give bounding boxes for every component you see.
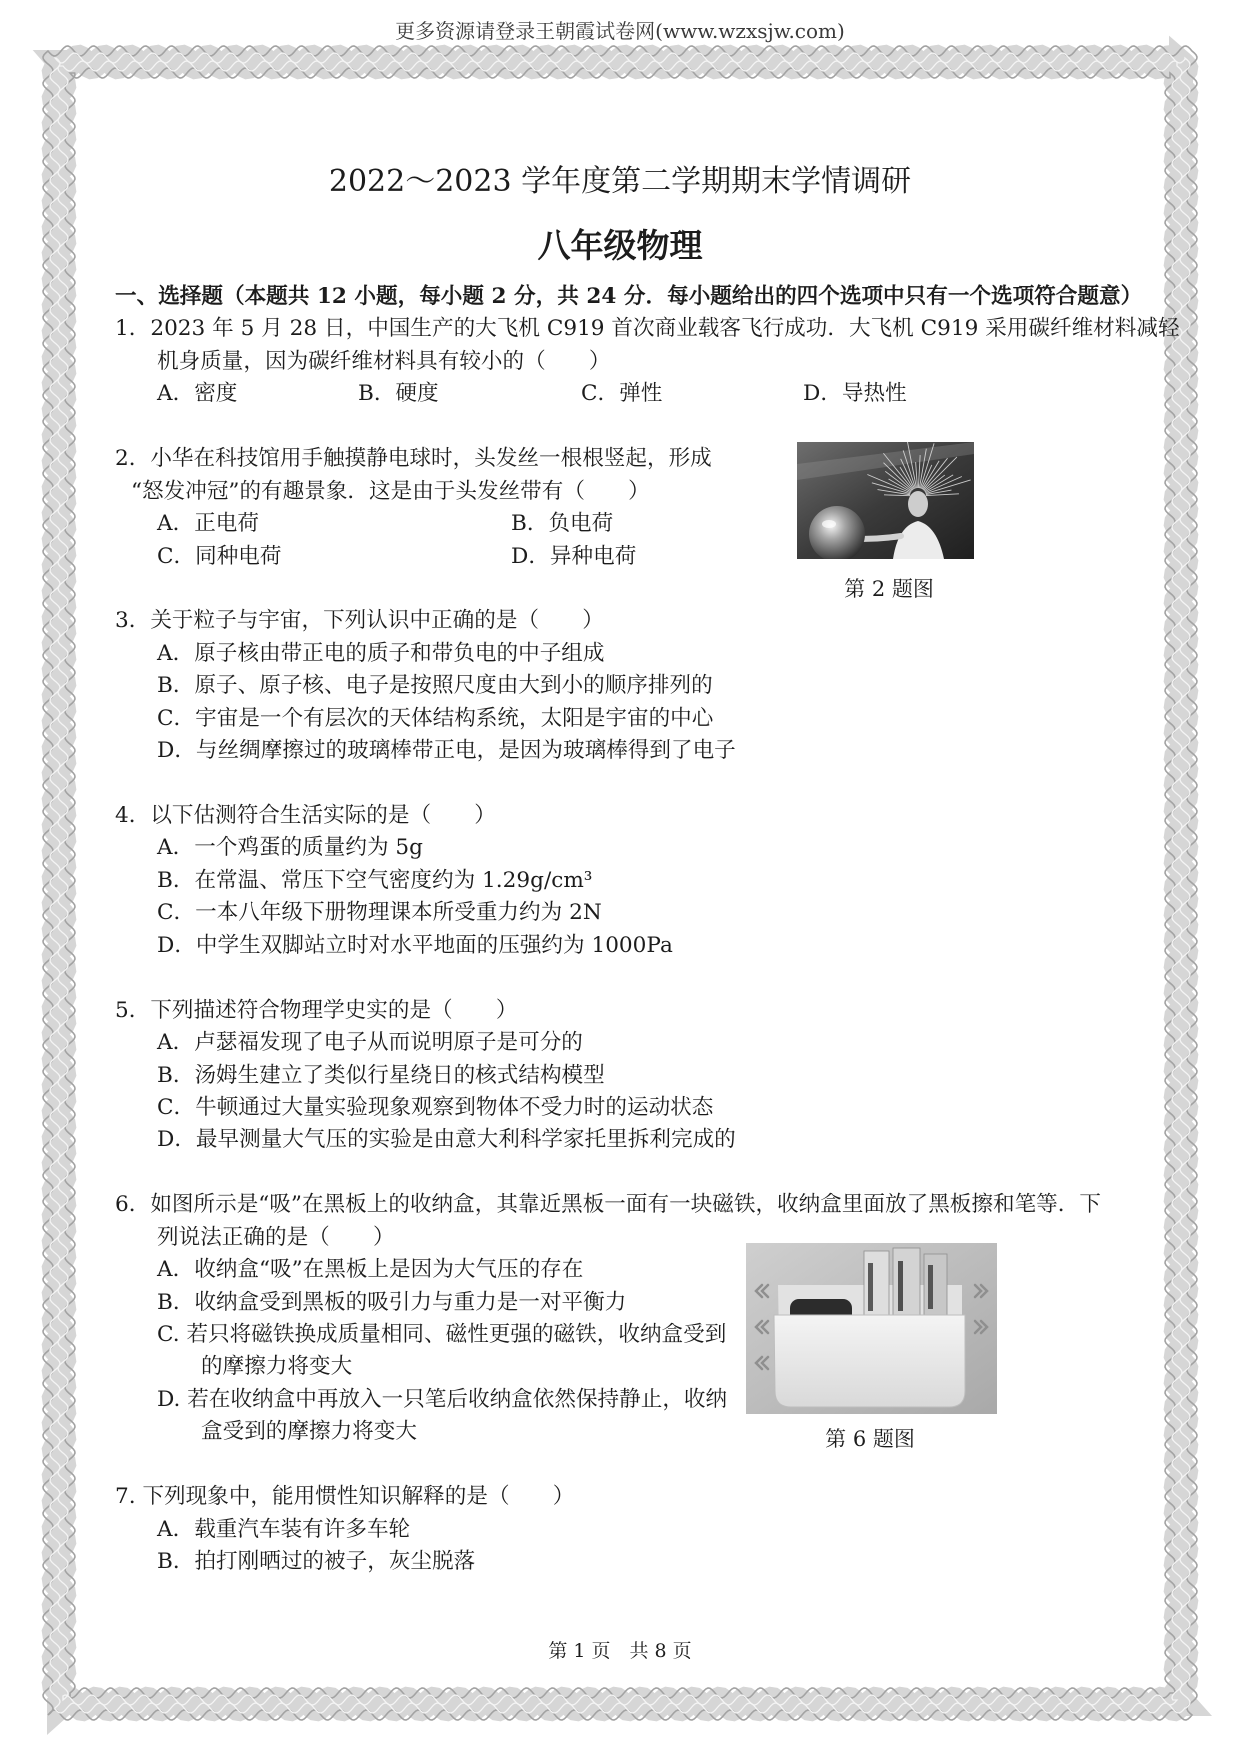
q1-stem-line-1: 1．2023 年 5 月 28 日，中国生产的大飞机 C919 首次商业载客飞行成功．大飞机 C919 采用碳纤维材料减轻 [115, 316, 1180, 342]
question-5 [115, 995, 1145, 1157]
q6-stem-line-1: 6．如图所示是“吸”在黑板上的收纳盒，其靠近黑板一面有一块磁铁，收纳盒里面放了黑板擦和笔等．下 [115, 1192, 1101, 1218]
q4-option-d: D．中学生双脚站立时对水平地面的压强约为 1000Pa [157, 932, 673, 958]
q6-option-d-continued: 盒受到的摩擦力将变大 [201, 1419, 417, 1445]
marker-pens [864, 1248, 947, 1323]
q1-option-d: D．导热性 [803, 381, 907, 407]
q1-stem-line-2: 机身质量，因为碳纤维材料具有较小的（ ） [157, 348, 611, 374]
q6-option-a: A．收纳盒“吸”在黑板上是因为大气压的存在 [157, 1257, 584, 1283]
sphere-highlight [822, 520, 836, 528]
static-electricity-photo [797, 442, 974, 559]
storage-box-photo [746, 1243, 997, 1414]
q5-option-b: B．汤姆生建立了类似行星绕日的核式结构模型 [157, 1062, 605, 1088]
q2-option-d: D．异种电荷 [511, 543, 637, 569]
question-4 [115, 800, 1145, 962]
q1-options-row [115, 378, 1145, 410]
q3-option-b: B．原子、原子核、电子是按照尺度由大到小的顺序排列的 [157, 673, 713, 699]
q6-stem-line-2: 列说法正确的是（ ） [157, 1224, 395, 1250]
q2-option-a: A．正电荷 [157, 511, 259, 537]
q2-stem-line-2: “怒发冲冠”的有趣景象．这是由于头发丝带有（ ） [131, 478, 650, 504]
q2-stem-line-1: 2．小华在科技馆用手触摸静电球时，头发丝一根根竖起，形成 [115, 446, 712, 472]
face [908, 491, 928, 517]
q3-option-c: C．宇宙是一个有层次的天体结构系统，太阳是宇宙的中心 [157, 705, 714, 731]
q3-option-a: A．原子核由带正电的质子和带负电的中子组成 [157, 640, 605, 666]
q5-option-a: A．卢瑟福发现了电子从而说明原子是可分的 [157, 1030, 583, 1056]
figure-2-caption: 第 2 题图 [844, 577, 934, 601]
storage-box-front [774, 1315, 965, 1407]
q2-options-row-1 [115, 508, 1145, 540]
q4-stem: 4．以下估测符合生活实际的是（ ） [115, 803, 496, 828]
q2-option-b: B．负电荷 [511, 511, 614, 537]
q3-stem: 3．关于粒子与宇宙，下列认识中正确的是（ ） [115, 608, 604, 634]
q7-option-b: B．拍打刚晒过的被子，灰尘脱落 [157, 1549, 476, 1575]
q6-option-c-continued: 的摩擦力将变大 [201, 1354, 353, 1380]
section-heading: 一、选择题（本题共 12 小题，每小题 2 分，共 24 分．每小题给出的四个选项中只有一个选项符合题意） [115, 284, 1143, 309]
q1-option-b: B．硬度 [358, 381, 439, 407]
q4-option-b: B．在常温、常压下空气密度约为 1.29g/cm³ [157, 867, 593, 893]
q1-option-c: C．弹性 [581, 381, 663, 407]
q4-option-c: C．一本八年级下册物理课本所受重力约为 2N [157, 900, 602, 926]
question-1 [115, 313, 1180, 410]
arm [861, 536, 901, 539]
q5-stem: 5．下列描述符合物理学史实的是（ ） [115, 997, 518, 1023]
page-footer: 第 1 页 共 8 页 [548, 1640, 692, 1662]
figure-6-caption: 第 6 题图 [825, 1427, 915, 1451]
q2-option-c: C．同种电荷 [157, 543, 282, 569]
q4-option-a: A．一个鸡蛋的质量约为 5g [157, 835, 423, 861]
question-3 [115, 605, 1145, 767]
q7-stem: 7. 下列现象中，能用惯性知识解释的是（ ） [115, 1484, 575, 1510]
q1-option-a: A．密度 [157, 381, 238, 407]
q5-option-d: D．最早测量大气压的实验是由意大利科学家托里拆利完成的 [157, 1127, 736, 1153]
q5-option-c: C．牛顿通过大量实验现象观察到物体不受力时的运动状态 [157, 1094, 714, 1120]
resource-site-notice: 更多资源请登录王朝霞试卷网(www.wzxsjw.com) [395, 19, 845, 43]
exam-subject: 八年级物理 [537, 226, 703, 265]
q3-option-d: D．与丝绸摩擦过的玻璃棒带正电，是因为玻璃棒得到了电子 [157, 738, 736, 764]
q6-option-c: C. 若只将磁铁换成质量相同、磁性更强的磁铁，收纳盒受到 [157, 1322, 727, 1347]
question-2 [115, 443, 1145, 573]
q6-option-d: D. 若在收纳盒中再放入一只笔后收纳盒依然保持静止，收纳 [157, 1386, 728, 1412]
q2-options-row-2 [115, 541, 1145, 573]
exam-title: 2022～2023 学年度第二学期期末学情调研 [328, 164, 912, 199]
q6-option-b: B．收纳盒受到黑板的吸引力与重力是一对平衡力 [157, 1289, 627, 1315]
question-7 [115, 1481, 1145, 1578]
q7-option-a: A．载重汽车装有许多车轮 [157, 1516, 411, 1542]
